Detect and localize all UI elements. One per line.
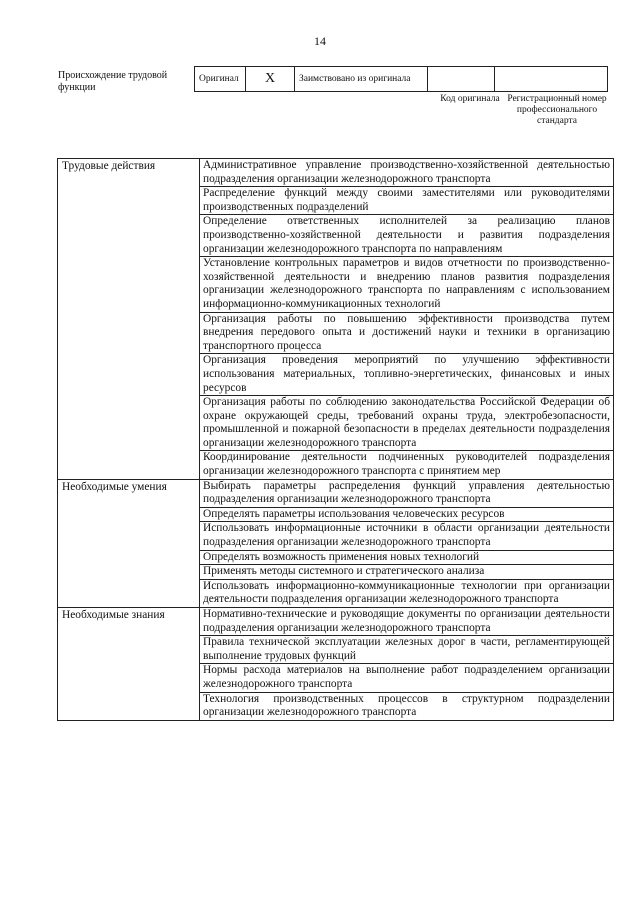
category-cell: Необходимые знания <box>58 608 200 721</box>
item-cell: Использовать информационно-коммуникационные технологии при организации деятельности подразделения организации железнодорожного транспорта <box>200 579 614 607</box>
item-cell: Организация проведения мероприятий по улучшению эффективности использования материальных, топливно-энергетических, финансовых и иных ресурсов <box>200 354 614 396</box>
borrowed-cell: Заимствовано из оригинала <box>295 67 428 92</box>
item-cell: Координирование деятельности подчиненных руководителей подразделения организации железнодорожного транспорта с принятием мер <box>200 451 614 479</box>
table-row <box>58 479 614 507</box>
table-row <box>58 159 614 187</box>
item-cell: Определять параметры использования человеческих ресурсов <box>200 507 614 522</box>
item-cell: Нормы расхода материалов на выполнение работ подразделением организации железнодорожного транспорта <box>200 664 614 692</box>
item-cell: Определение ответственных исполнителей за реализацию планов производственно-хозяйственной деятельности и развития подразделения организации железнодорожного транспорта по направлениям <box>200 215 614 257</box>
original-cell: Оригинал <box>195 67 246 92</box>
origin-label: Происхождение трудовой функции <box>58 70 168 93</box>
item-cell: Организация работы по соблюдению законодательства Российской Федерации об охране окружающей среды, требований охраны труда, электробезопасности, промышленной и пожарной безопасности в пределах деятельности подразделения организации железнодорожного транспорта <box>200 396 614 451</box>
code-caption: Код оригинала <box>440 94 500 104</box>
item-cell: Определять возможность применения новых технологий <box>200 550 614 565</box>
category-cell: Трудовые действия <box>58 159 200 480</box>
original-mark: X <box>246 67 295 92</box>
page-number: 14 <box>314 34 326 48</box>
item-cell: Правила технической эксплуатации железных дорог в части, регламентирующей выполнение трудовых функций <box>200 636 614 664</box>
item-cell: Выбирать параметры распределения функций управления деятельностью подразделения организации железнодорожного транспорта <box>200 479 614 507</box>
reg-number-cell <box>495 67 608 92</box>
item-cell: Административное управление производственно-хозяйственной деятельностью подразделения организации железнодорожного транспорта <box>200 159 614 187</box>
item-cell: Использовать информационные источники в области организации деятельности подразделения организации железнодорожного транспорта <box>200 522 614 550</box>
code-cell <box>428 67 495 92</box>
item-cell: Технология производственных процессов в структурном подразделении организации железнодорожного транспорта <box>200 692 614 720</box>
item-cell: Организация работы по повышению эффективности производства путем внедрения передового опыта и достижений науки и техники в организацию транспортного процесса <box>200 312 614 354</box>
reg-number-caption: Регистрационный номер профессионального стандарта <box>507 94 607 126</box>
functions-table <box>57 158 614 721</box>
table-row <box>58 608 614 636</box>
origin-table <box>194 66 608 92</box>
category-cell: Необходимые умения <box>58 479 200 607</box>
item-cell: Нормативно-технические и руководящие документы по организации деятельности подразделения организации железнодорожного транспорта <box>200 608 614 636</box>
item-cell: Установление контрольных параметров и видов отчетности по производственно-хозяйственной деятельности и внедрению планов развития подразделения организации железнодорожного транспорта по направлениям с использованием информационно-коммуникационных технологий <box>200 257 614 312</box>
item-cell: Распределение функций между своими заместителями или руководителями производственных подразделений <box>200 187 614 215</box>
item-cell: Применять методы системного и стратегического анализа <box>200 565 614 580</box>
